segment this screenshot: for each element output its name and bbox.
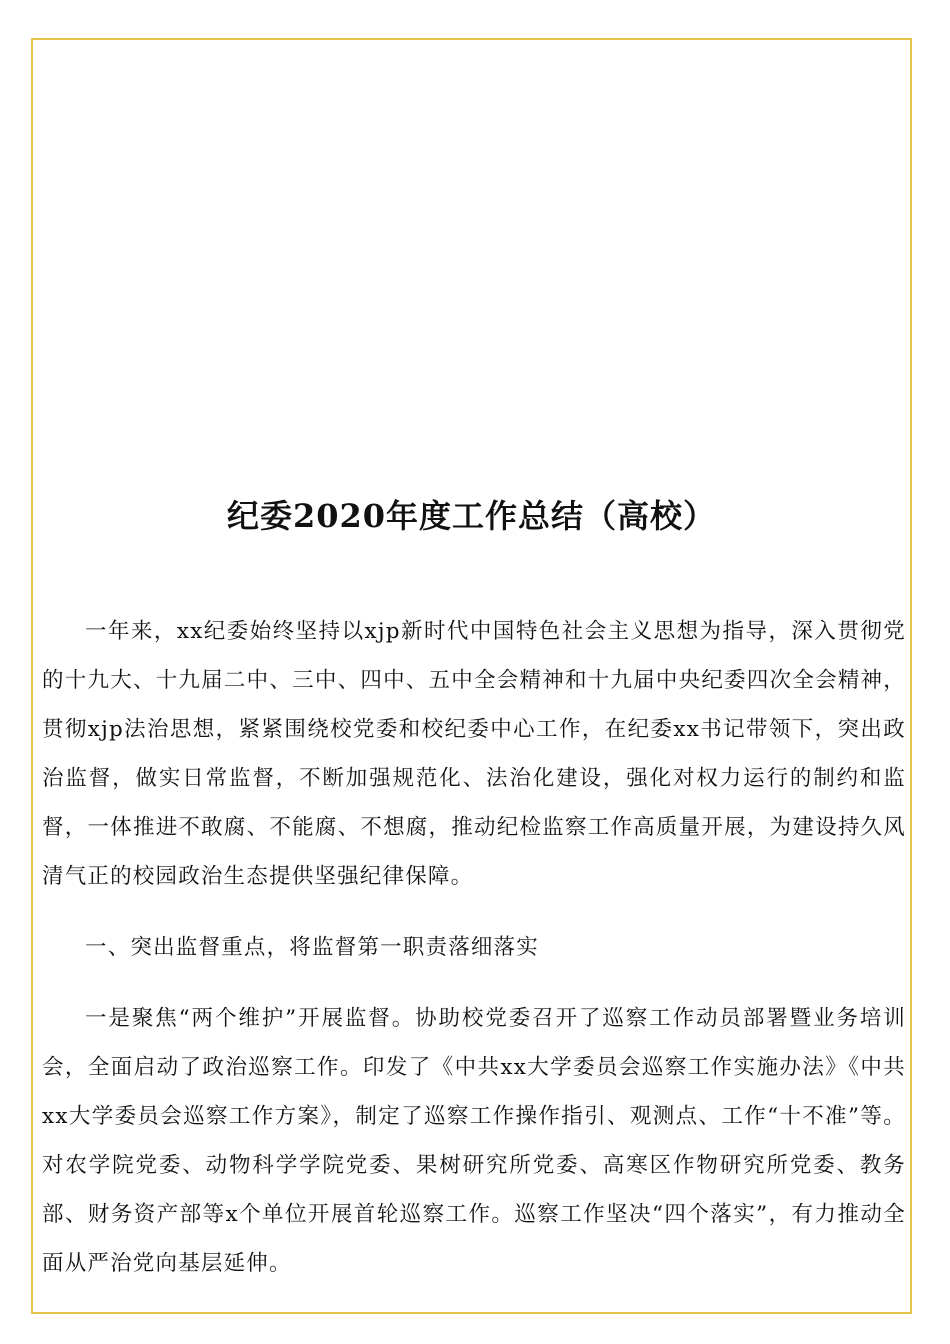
- paragraph-intro: 一年来，xx纪委始终坚持以xjp新时代中国特色社会主义思想为指导，深入贯彻党的十九大、十九届二中、三中、四中、五中全会精神和十九届中央纪委四次全会精神，贯彻xjp法治思想，紧紧围绕校党委和校纪委中心工作，在纪委xx书记带领下，突出政治监督，做实日常监督，不断加强规范化、法治化建设，强化对权力运行的制约和监督，一体推进不敢腐、不能腐、不想腐，推动纪检监察工作高质量开展，为建设持久风清气正的校园政治生态提供坚强纪律保障。: [42, 619, 906, 889]
- paragraph-supervision: 一是聚焦“两个维护”开展监督。协助校党委召开了巡察工作动员部署暨业务培训会，全面启动了政治巡察工作。印发了《中共xx大学委员会巡察工作实施办法》《中共xx大学委员会巡察工作方案》，制定了巡察工作操作指引、观测点、工作“十不准”等。对农学院党委、动物科学学院党委、果树研究所党委、高寒区作物研究所党委、教务部、财务资产部等x个单位开展首轮巡察工作。巡察工作坚决“四个落实”，有力推动全面从严治党向基层延伸。: [42, 1006, 906, 1276]
- document-body: [42, 607, 906, 1310]
- document-title: 纪委2020年度工作总结（高校）: [226, 497, 717, 535]
- section-heading-1: 一、突出监督重点，将监督第一职责落细落实: [85, 935, 540, 960]
